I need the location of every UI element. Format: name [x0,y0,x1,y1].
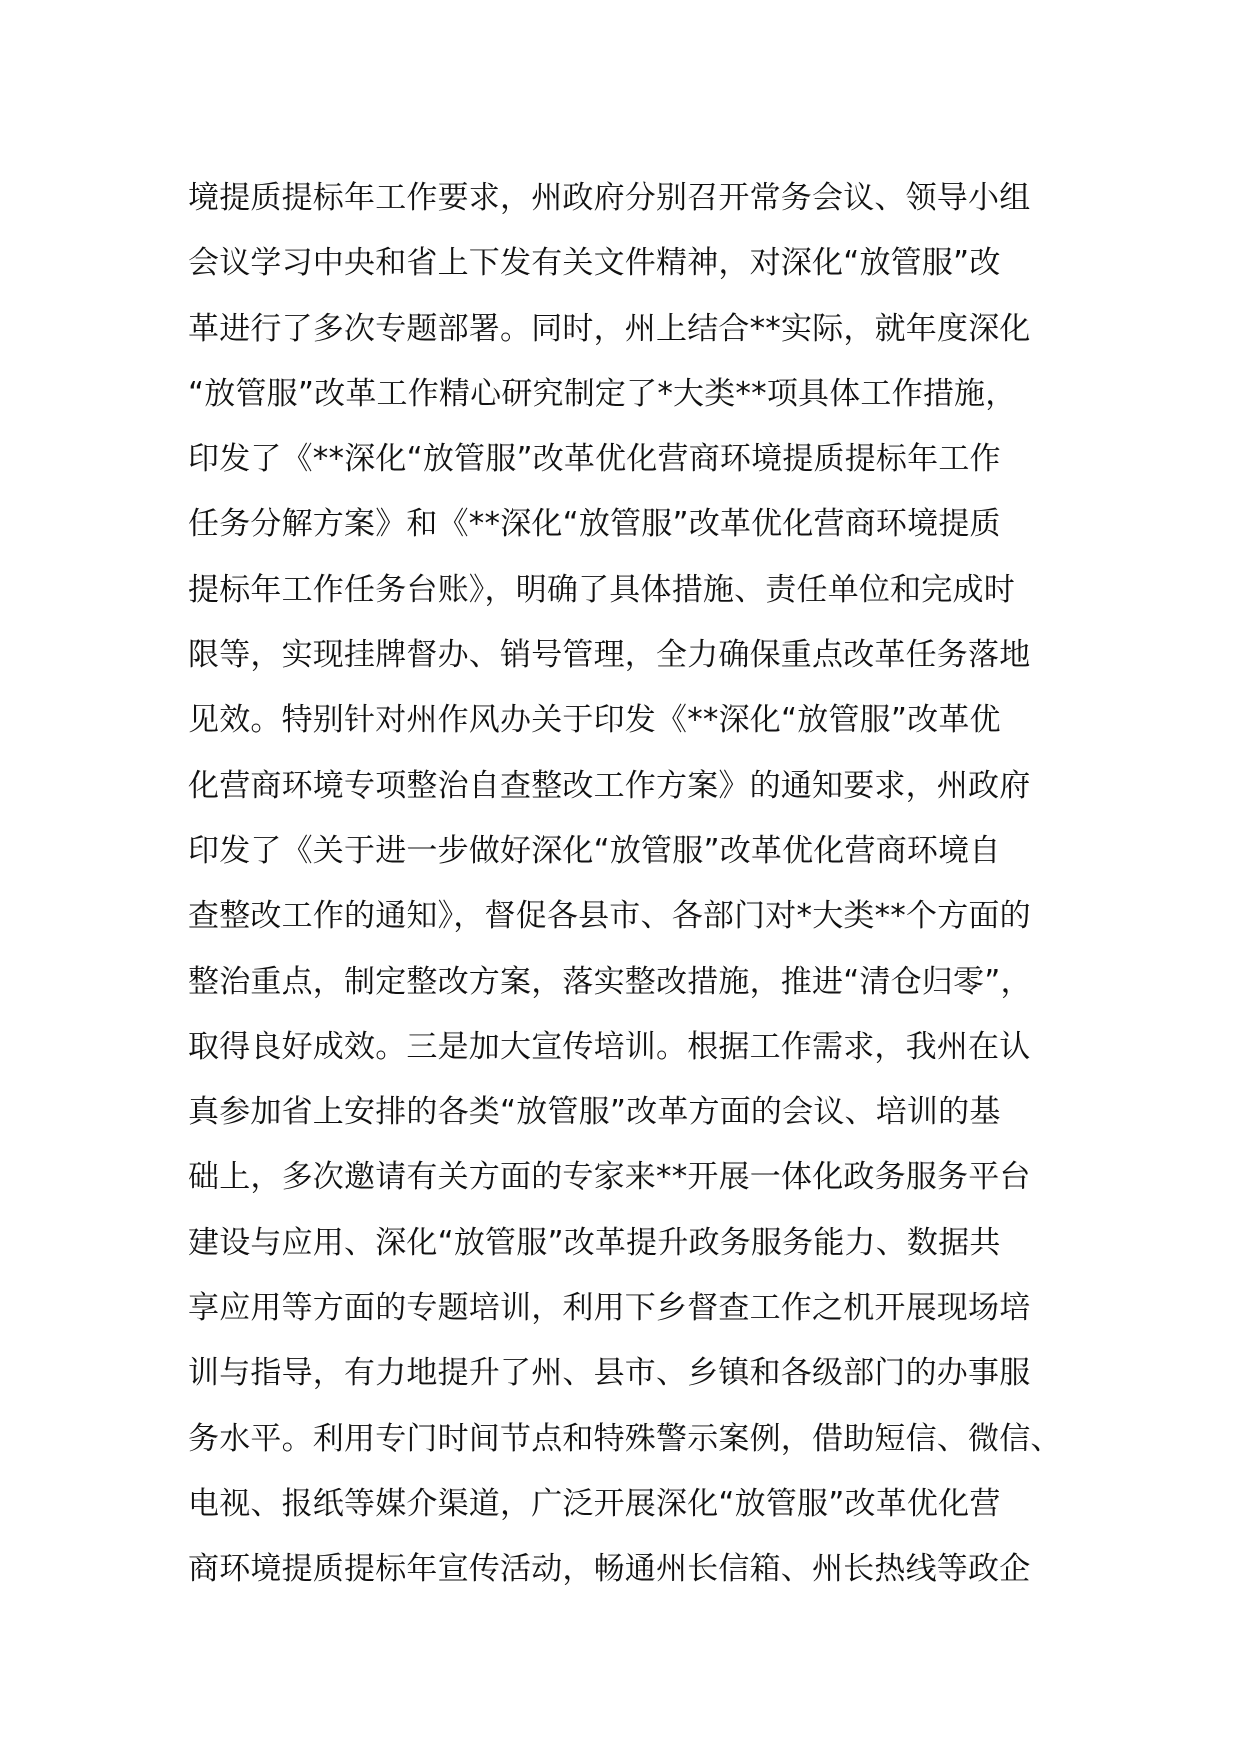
text-line: 电视、报纸等媒介渠道，广泛开展深化“放管服”改革优化营 [188,1485,1001,1522]
text-line: 真参加省上安排的各类“放管服”改革方面的会议、培训的基 [188,1094,1001,1131]
text-line: 务水平。利用专门时间节点和特殊警示案例，借助短信、微信、 [188,1420,1062,1457]
text-line: 革进行了多次专题部署。同时，州上结合**实际，就年度深化 [188,310,1031,347]
text-line: 享应用等方面的专题培训，利用下乡督查工作之机开展现场培 [188,1290,1031,1327]
text-line: 限等，实现挂牌督办、销号管理，全力确保重点改革任务落地 [188,637,1031,674]
text-line: 整治重点，制定整改方案，落实整改措施，推进“清仓归零”， [188,963,1032,1000]
text-line: 训与指导，有力地提升了州、县市、乡镇和各级部门的办事服 [188,1355,1031,1392]
text-line: 印发了《关于进一步做好深化“放管服”改革优化营商环境自 [188,832,1001,869]
text-line: 见效。特别针对州作风办关于印发《**深化“放管服”改革优 [188,702,1001,739]
text-line: 取得良好成效。三是加大宣传培训。根据工作需求，我州在认 [188,1028,1031,1065]
text-line: 础上，多次邀请有关方面的专家来**开展一体化政务服务平台 [188,1159,1031,1196]
text-line: 建设与应用、深化“放管服”改革提升政务服务能力、数据共 [188,1224,1001,1261]
text-line: 商环境提质提标年宣传活动，畅通州长信箱、州长热线等政企 [188,1551,1031,1588]
text-line: 查整改工作的通知》，督促各县市、各部门对*大类**个方面的 [188,898,1031,935]
body-text [188,166,1088,1603]
text-line: 化营商环境专项整治自查整改工作方案》的通知要求，州政府 [188,767,1031,804]
text-line: 提标年工作任务台账》，明确了具体措施、责任单位和完成时 [188,571,1015,608]
text-line: 印发了《**深化“放管服”改革优化营商环境提质提标年工作 [188,441,1001,478]
text-line: “放管服”改革工作精心研究制定了*大类**项具体工作措施， [188,375,1017,412]
text-line: 任务分解方案》和《**深化“放管服”改革优化营商环境提质 [188,506,1001,543]
text-line: 会议学习中央和省上下发有关文件精神，对深化“放管服”改 [188,245,1001,282]
text-line: 境提质提标年工作要求，州政府分别召开常务会议、领导小组 [188,180,1031,216]
